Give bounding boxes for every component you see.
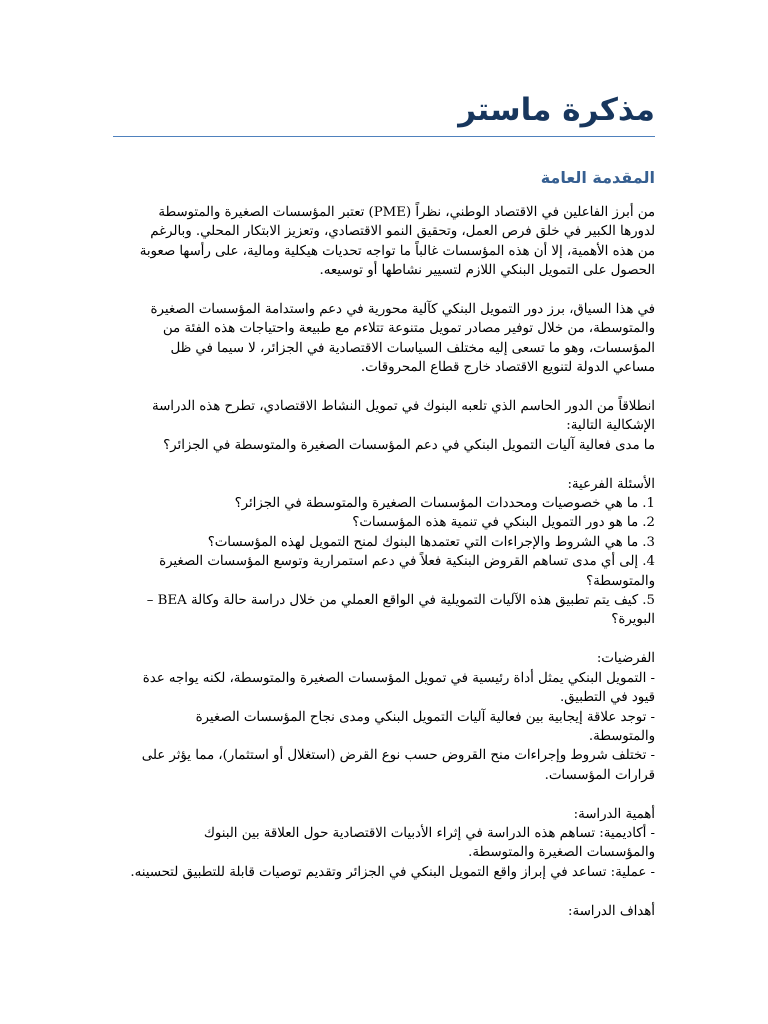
paragraph — [113, 902, 655, 921]
text-line: - عملية: تساعد في إبراز واقع التمويل البنكي في الجزائر وتقديم توصيات قابلة للتطبيق لتحسينه. — [130, 864, 655, 880]
text-line: من هذه الأهمية، إلا أن هذه المؤسسات غالباً ما تواجه تحديات هيكلية ومالية، على رأسها صعوبة — [139, 243, 655, 259]
document-page — [113, 88, 655, 921]
text-line: - التمويل البنكي يمثل أداة رئيسية في تمويل المؤسسات الصغيرة والمتوسطة، لكنه يواجه عدة — [142, 670, 655, 686]
text-line: انطلاقاً من الدور الحاسم الذي تلعبه البنوك في تمويل النشاط الاقتصادي، تطرح هذه الدراسة — [151, 399, 655, 415]
text-line: لدورها الكبير في خلق فرص العمل، وتحقيق النمو الاقتصادي، وتعزيز الابتكار المحلي. وبالرغم — [150, 224, 655, 240]
text-line: الفرضيات: — [596, 651, 655, 667]
paragraph — [113, 397, 655, 455]
paragraph — [113, 649, 655, 785]
section-heading: المقدمة العامة — [540, 168, 655, 187]
text-line: - تختلف شروط وإجراءات منح القروض حسب نوع القرض (استغلال أو استثمار)، مما يؤثر على — [141, 748, 655, 764]
text-line: والمتوسطة؟ — [586, 573, 655, 589]
text-line: 3. ما هي الشروط والإجراءات التي تعتمدها البنوك لمنح التمويل لهذه المؤسسات؟ — [207, 534, 655, 550]
text-line: من أبرز الفاعلين في الاقتصاد الوطني، نظراً (PME) تعتبر المؤسسات الصغيرة والمتوسطة — [158, 205, 655, 220]
text-line: 5. كيف يتم تطبيق هذه الآليات التمويلية في الواقع العملي من خلال دراسة حالة وكالة BEA – — [146, 593, 655, 609]
text-line: الإشكالية التالية: — [566, 418, 655, 434]
paragraph — [113, 300, 655, 378]
text-line: والمؤسسات الصغيرة والمتوسطة. — [468, 845, 655, 861]
text-line: المؤسسات، وهو ما تسعى إليه مختلف السياسات الاقتصادية في الجزائر، لا سيما في ظل — [170, 340, 655, 356]
text-line: الأسئلة الفرعية: — [567, 476, 655, 492]
text-line: 2. ما هو دور التمويل البنكي في تنمية هذه المؤسسات؟ — [352, 515, 655, 531]
paragraph — [113, 203, 655, 281]
text-line: والمتوسطة. — [588, 728, 655, 744]
text-line: 1. ما هي خصوصيات ومحددات المؤسسات الصغيرة والمتوسطة في الجزائر؟ — [234, 496, 655, 512]
text-line: الحصول على التمويل البنكي اللازم لتسيير نشاطها أو توسيعه. — [319, 263, 655, 279]
text-line: البويرة؟ — [611, 612, 655, 628]
text-line: قرارات المؤسسات. — [544, 767, 655, 783]
text-line: 4. إلى أي مدى تساهم القروض البنكية فعلاً في دعم استمرارية وتوسع المؤسسات الصغيرة — [159, 554, 655, 570]
document-body — [113, 203, 655, 921]
text-line: مساعي الدولة لتنويع الاقتصاد خارج قطاع المحروقات. — [360, 360, 655, 376]
text-line: ما مدى فعالية آليات التمويل البنكي في دعم المؤسسات الصغيرة والمتوسطة في الجزائر؟ — [163, 437, 655, 453]
text-line: قيود في التطبيق. — [559, 690, 655, 706]
text-line: أهداف الدراسة: — [568, 903, 655, 919]
text-line: والمتوسطة، من خلال توفير مصادر تمويل متنوعة تتلاءم مع طبيعة واحتياجات هذه الفئة من — [162, 321, 655, 337]
text-line: في هذا السياق، برز دور التمويل البنكي كآلية محورية في دعم واستدامة المؤسسات الصغيرة — [150, 302, 655, 318]
document-title: مذكرة ماستر — [113, 88, 655, 137]
paragraph — [113, 805, 655, 883]
text-line: - توجد علاقة إيجابية بين فعالية آليات التمويل البنكي ومدى نجاح المؤسسات الصغيرة — [195, 709, 655, 725]
text-line: - أكاديمية: تساهم هذه الدراسة في إثراء الأدبيات الاقتصادية حول العلاقة بين البنوك — [203, 825, 655, 841]
text-line: أهمية الدراسة: — [573, 806, 655, 822]
paragraph — [113, 475, 655, 630]
